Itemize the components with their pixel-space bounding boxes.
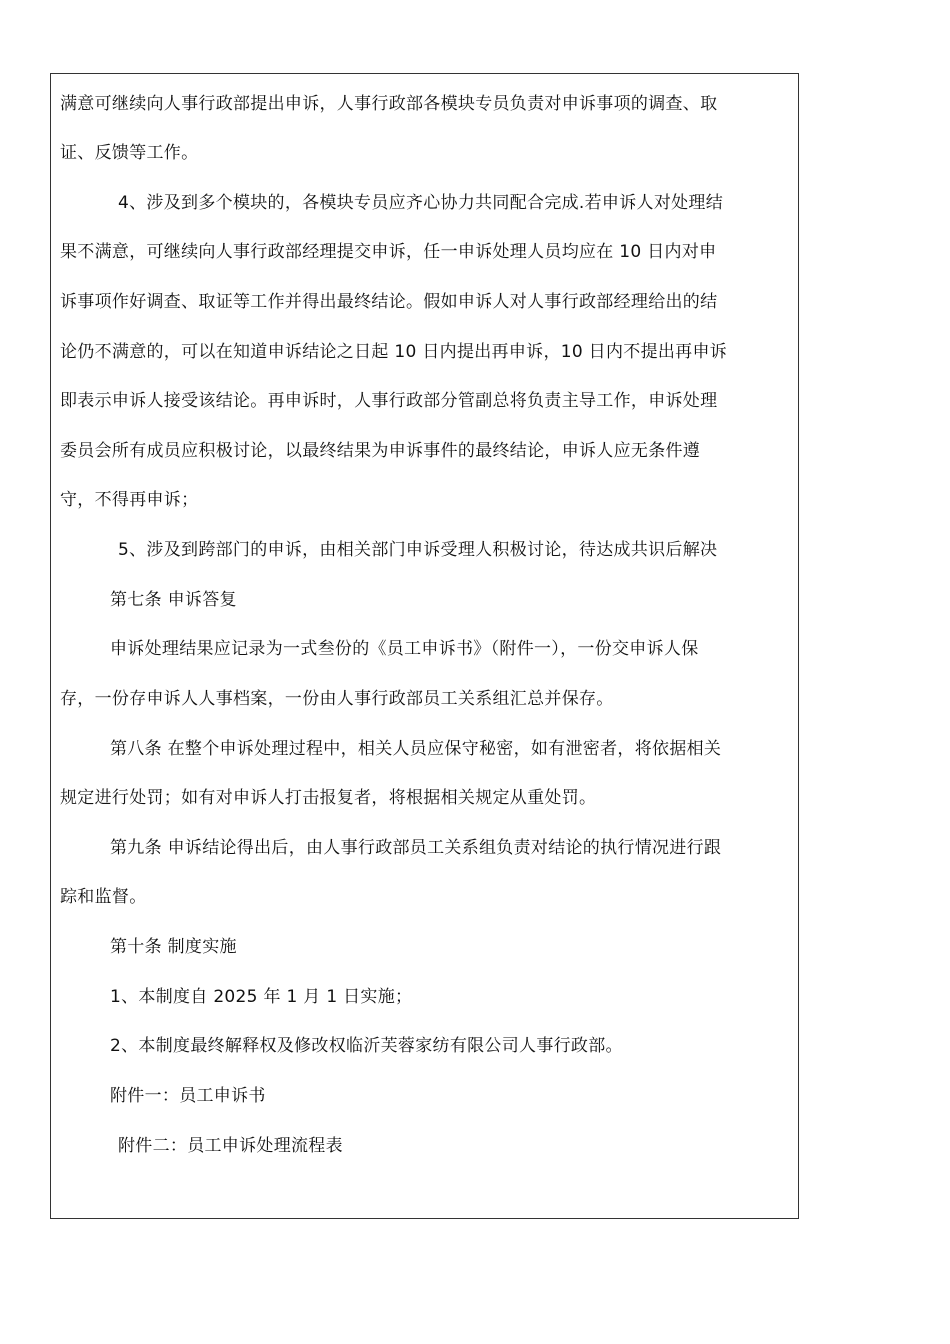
text-line: 即表示申诉人接受该结论。再申诉时，人事行政部分管副总将负责主导工作，申诉处理 bbox=[60, 391, 718, 411]
text-line: 守，不得再申诉； bbox=[60, 490, 199, 510]
text-line: 存，一份存申诉人人事档案，一份由人事行政部员工关系组汇总并保存。 bbox=[60, 689, 614, 709]
text-line: 踪和监督。 bbox=[60, 887, 147, 907]
text-line: 证、反馈等工作。 bbox=[60, 143, 199, 163]
text-line: 5、涉及到跨部门的申诉，由相关部门申诉受理人积极讨论，待达成共识后解决 bbox=[118, 540, 718, 560]
text-line: 1、本制度自 2025 年 1 月 1 日实施； bbox=[110, 987, 413, 1007]
attachment-line: 附件二：员工申诉处理流程表 bbox=[118, 1136, 343, 1156]
attachment-line: 附件一：员工申诉书 bbox=[110, 1086, 266, 1106]
text-line: 第九条 申诉结论得出后，由人事行政部员工关系组负责对结论的执行情况进行跟 bbox=[110, 838, 722, 858]
text-line: 满意可继续向人事行政部提出申诉，人事行政部各模块专员负责对申诉事项的调查、取 bbox=[60, 94, 718, 114]
text-line: 诉事项作好调查、取证等工作并得出最终结论。假如申诉人对人事行政部经理给出的结 bbox=[60, 292, 718, 312]
text-line: 果不满意，可继续向人事行政部经理提交申诉，任一申诉处理人员均应在 10 日内对申 bbox=[60, 242, 717, 262]
text-line: 4、涉及到多个模块的，各模块专员应齐心协力共同配合完成.若申诉人对处理结 bbox=[118, 193, 724, 213]
section-heading: 第七条 申诉答复 bbox=[110, 590, 237, 610]
text-line: 2、本制度最终解释权及修改权临沂芙蓉家纺有限公司人事行政部。 bbox=[110, 1036, 623, 1056]
text-line: 第八条 在整个申诉处理过程中，相关人员应保守秘密，如有泄密者，将依据相关 bbox=[110, 739, 722, 759]
text-line: 申诉处理结果应记录为一式叁份的《员工申诉书》（附件一），一份交申诉人保 bbox=[110, 639, 699, 659]
text-line: 规定进行处罚；如有对申诉人打击报复者，将根据相关规定从重处罚。 bbox=[60, 788, 597, 808]
text-line: 委员会所有成员应积极讨论，以最终结果为申诉事件的最终结论，申诉人应无条件遵 bbox=[60, 441, 701, 461]
section-heading: 第十条 制度实施 bbox=[110, 937, 237, 957]
text-line: 论仍不满意的，可以在知道申诉结论之日起 10 日内提出再申诉，10 日内不提出再申诉 bbox=[60, 342, 728, 362]
